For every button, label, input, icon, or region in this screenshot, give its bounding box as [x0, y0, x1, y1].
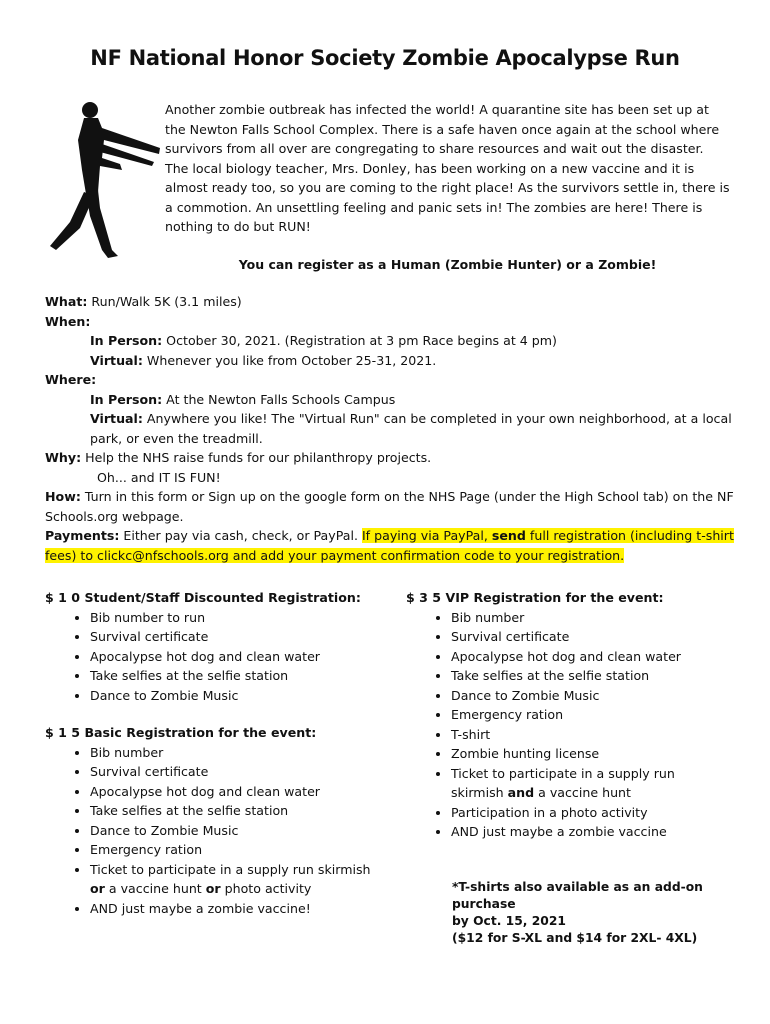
when-in-person [45, 331, 735, 351]
page-title: NF National Honor Society Zombie Apocalypse Run [90, 46, 680, 70]
registration-15-heading: $ 1 5 Basic Registration for the event: [45, 725, 317, 740]
list-item: • Bib number to run [90, 608, 375, 628]
ticket-text-b: a vaccine hunt [104, 881, 206, 896]
why-row [45, 448, 735, 468]
what-label: What: [45, 294, 88, 309]
paypal-send: send [491, 528, 526, 543]
payments-row [45, 526, 735, 565]
how-text: Turn in this form or Sign up on the google form on the NHS Page (under the High School tab) on the NF Schools.org webpage. [45, 489, 734, 524]
tshirt-note-line-1: *T-shirts also available as an add-on purchase [452, 880, 703, 911]
list-item: • Apocalypse hot dog and clean water [90, 782, 375, 802]
registration-15 [45, 723, 375, 918]
when-in-person-text: October 30, 2021. (Registration at 3 pm Race begins at 4 pm) [162, 333, 557, 348]
when-virtual-label: Virtual: [90, 352, 143, 368]
registration-15-list [45, 743, 375, 919]
how-label: How: [45, 489, 81, 504]
registration-10-heading: $ 1 0 Student/Staff Discounted Registration: [45, 590, 361, 605]
list-item: • Emergency ration [451, 705, 706, 725]
registration-35-heading: $ 3 5 VIP Registration for the event: [406, 590, 664, 605]
where-in-person [45, 390, 735, 410]
where-virtual-label: Virtual: [90, 411, 143, 426]
registration-35 [406, 588, 706, 842]
intro-paragraph: Another zombie outbreak has infected the world! A quarantine site has been set up at the Newton Falls School Complex. There is a safe haven once again at the school where survivors from all over are congregating to share resources and wait out the disaster. The local biology teacher, Mrs. Donley, has been working on a new vaccine and it is almost ready too, so you are coming to the right place! As the survivors settle in, there is a commotion. An unsettling feeling and panic sets in! The zombies are here! There is nothing to do but RUN! [165, 102, 730, 234]
payments-label: Payments: [45, 528, 120, 543]
list-item: • AND just maybe a zombie vaccine! [90, 899, 375, 919]
list-item: • T-shirt [451, 725, 706, 745]
when-virtual-text: Whenever you like from October 25-31, 2021. [142, 352, 437, 368]
list-item: • Survival certificate [90, 762, 375, 782]
event-info [45, 292, 735, 565]
paypal-note-1: If paying via PayPal, [361, 528, 492, 543]
ticket-text-b: a vaccine hunt [534, 785, 631, 800]
register-note: You can register as a Human (Zombie Hunter) or a Zombie! [238, 257, 657, 272]
ticket-or-2: or [205, 881, 221, 896]
list-item: • Dance to Zombie Music [451, 686, 706, 706]
where-in-person-label: In Person: [90, 391, 163, 407]
list-item: • Bib number [451, 608, 706, 628]
why-extra: Oh... and IT IS FUN! [97, 469, 221, 485]
registration-35-list [406, 608, 706, 842]
list-item: • Survival certificate [90, 627, 375, 647]
payments-text: Either pay via cash, check, or PayPal. [119, 528, 362, 543]
list-item-ticket [90, 860, 375, 899]
list-item: • Dance to Zombie Music [90, 821, 375, 841]
list-item-ticket [451, 764, 706, 803]
list-item: • Survival certificate [451, 627, 706, 647]
list-item: • Take selfies at the selfie station [90, 801, 375, 821]
list-item: • Apocalypse hot dog and clean water [90, 647, 375, 667]
list-item: • Zombie hunting license [451, 744, 706, 764]
why-label: Why: [45, 450, 82, 465]
ticket-text-a: Ticket to participate in a supply run skirmish [90, 861, 371, 877]
ticket-or-1: or [90, 881, 105, 896]
tshirt-note [452, 879, 752, 947]
tshirt-note-line-2: by Oct. 15, 2021 [452, 914, 566, 928]
registration-10-list [45, 608, 375, 706]
when-virtual [45, 351, 735, 371]
ticket-text-a: Ticket to participate in a supply run skirmish [451, 765, 675, 800]
what-row [45, 292, 735, 312]
list-item: • Emergency ration [90, 840, 375, 860]
list-item: • AND just maybe a zombie vaccine [451, 822, 706, 842]
why-text: Help the NHS raise funds for our philanthropy projects. [81, 450, 432, 465]
registration-10 [45, 588, 375, 705]
where-virtual [45, 409, 735, 448]
how-row [45, 487, 735, 526]
ticket-and: and [507, 785, 535, 800]
ticket-text-c: photo activity [220, 881, 312, 896]
when-label: When: [45, 313, 91, 329]
where-in-person-text: At the Newton Falls Schools Campus [162, 391, 396, 407]
where-label: Where: [45, 372, 97, 387]
list-item: • Apocalypse hot dog and clean water [451, 647, 706, 667]
list-item: • Take selfies at the selfie station [451, 666, 706, 686]
zombie-silhouette-icon [42, 100, 162, 262]
where-virtual-text: Anywhere you like! The "Virtual Run" can be completed in your own neighborhood, at a local park, or even the treadmill. [90, 411, 732, 446]
list-item: • Bib number [90, 743, 375, 763]
tshirt-note-line-3: ($12 for S-XL and $14 for 2XL- 4XL) [452, 931, 698, 945]
list-item: • Participation in a photo activity [451, 803, 706, 823]
list-item: • Dance to Zombie Music [90, 686, 375, 706]
what-text: Run/Walk 5K (3.1 miles) [87, 294, 242, 309]
when-in-person-label: In Person: [90, 333, 163, 348]
list-item: • Take selfies at the selfie station [90, 666, 375, 686]
paypal-note-2: full registration (including t-shirt fees) to clickc@nfschools.org and add your payment confirmation code to your registration. [45, 528, 734, 563]
